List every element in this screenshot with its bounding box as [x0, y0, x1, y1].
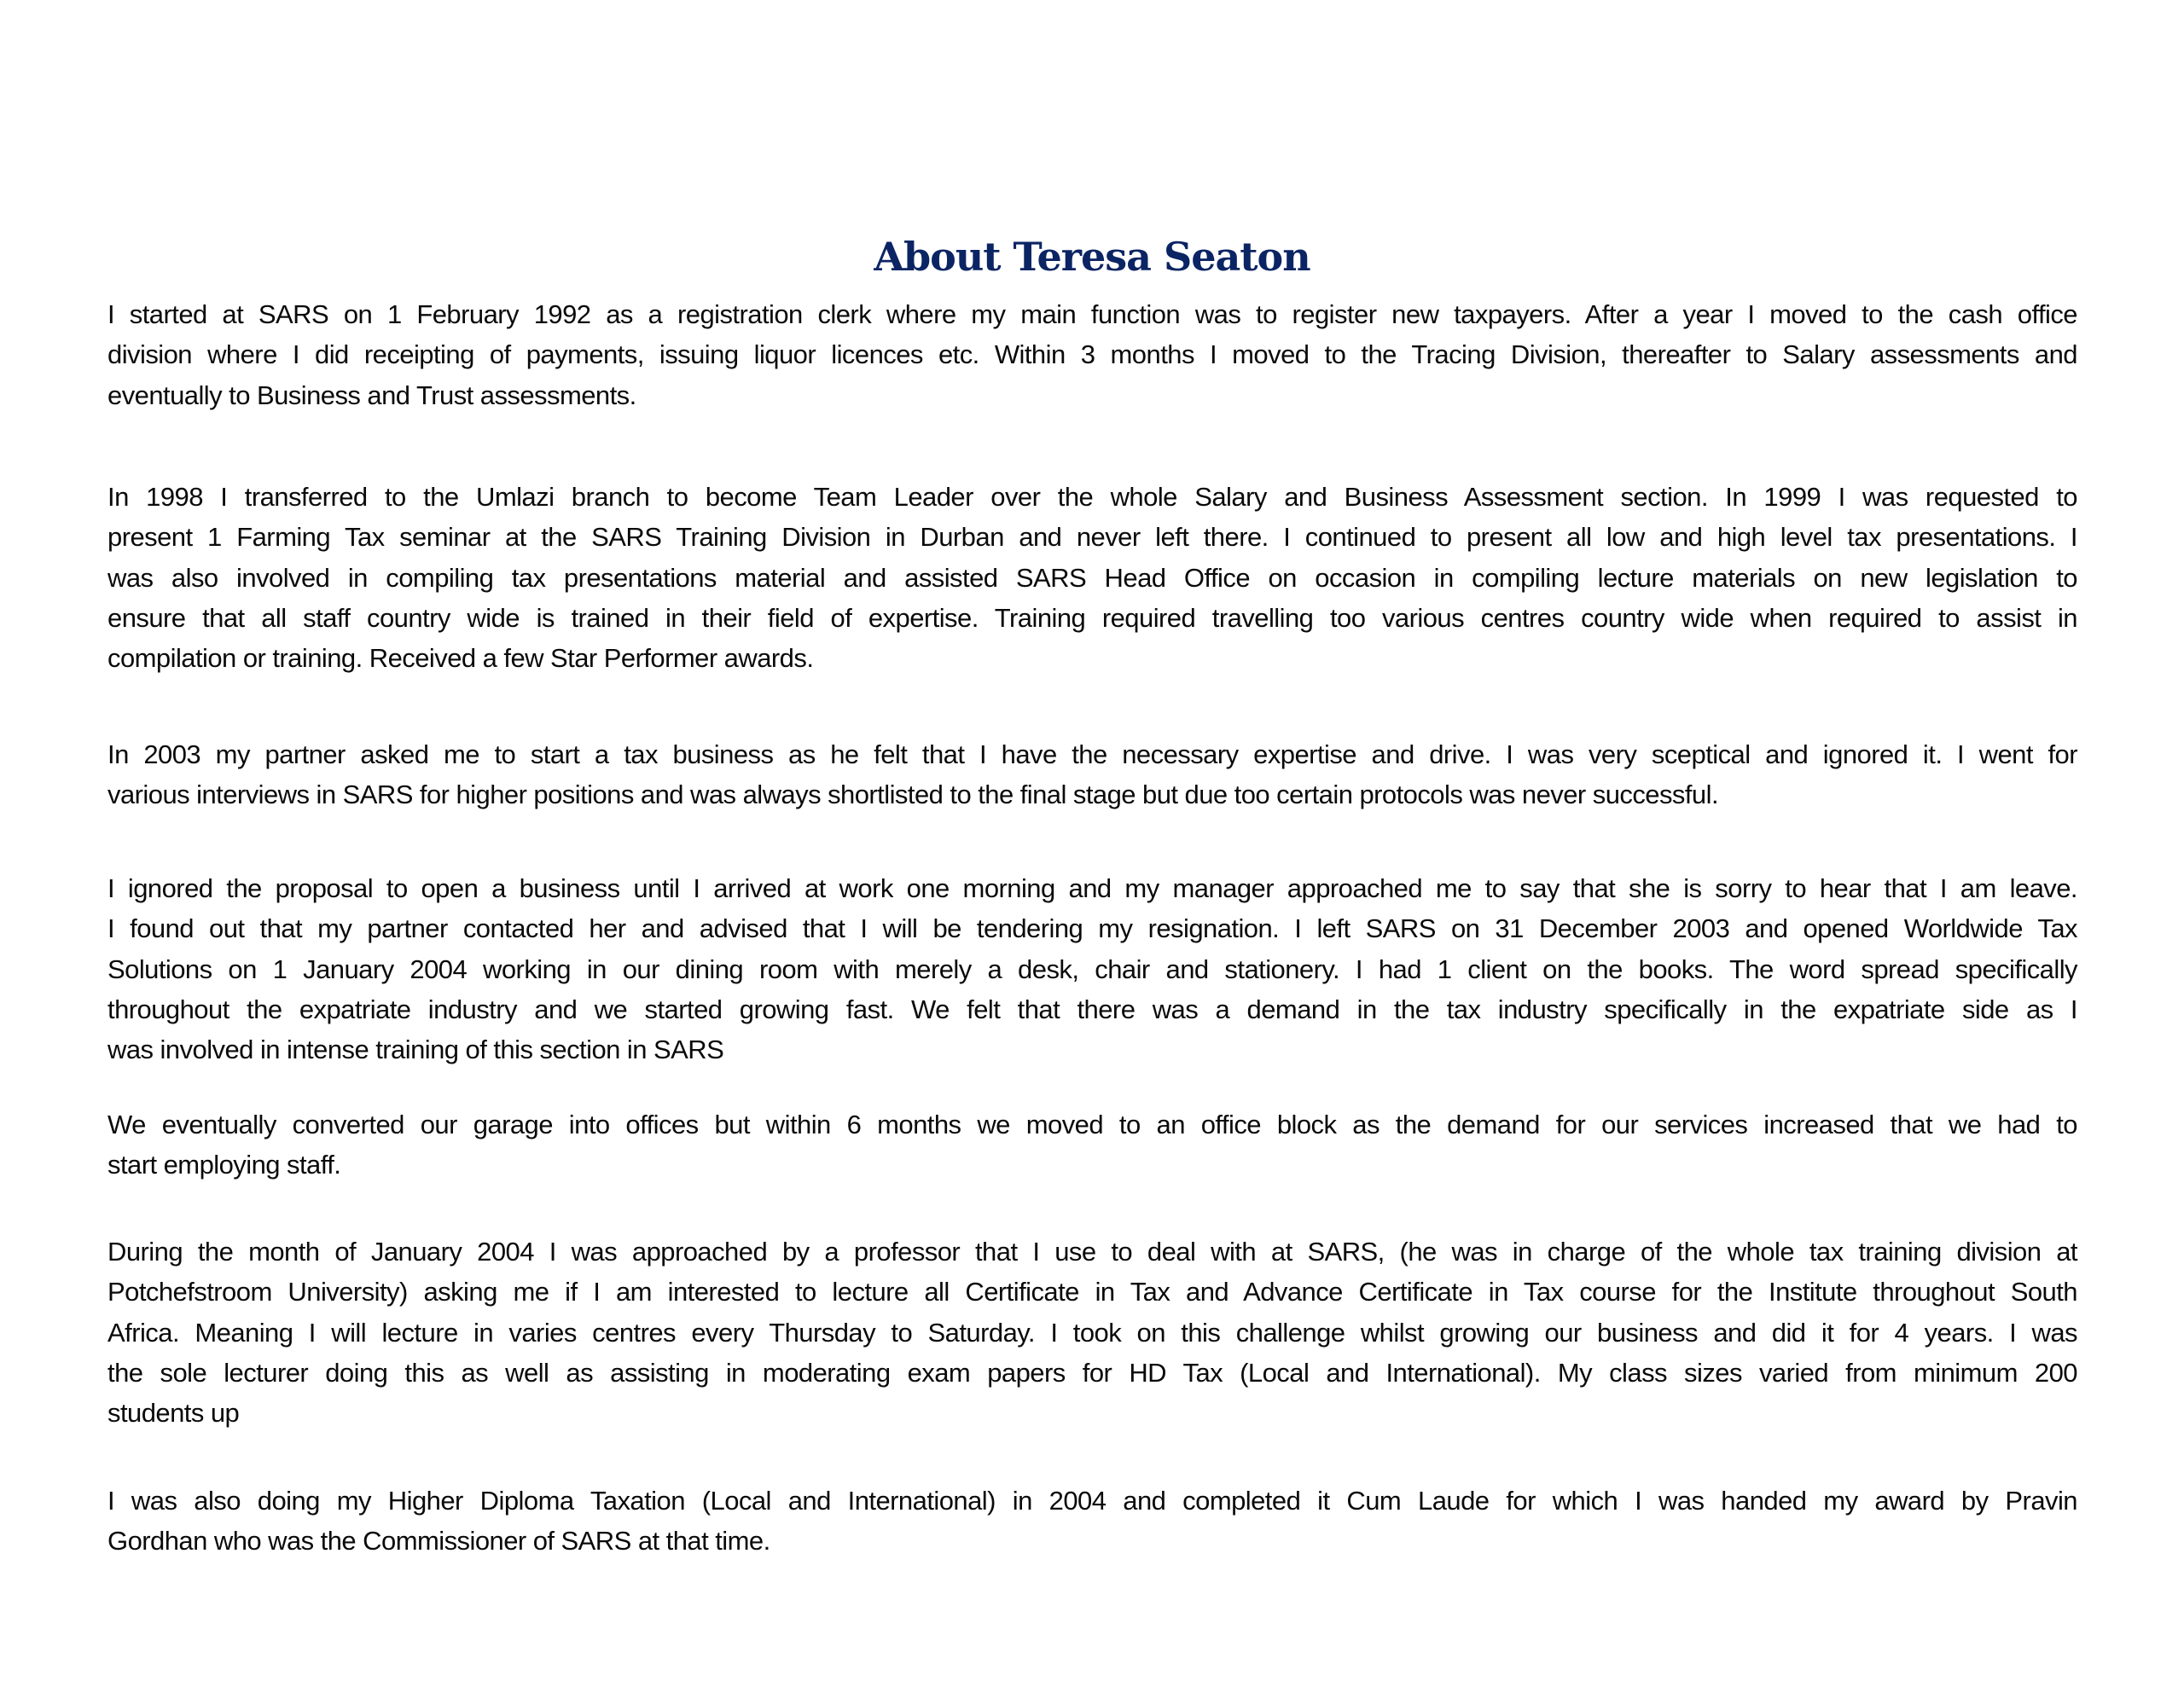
paragraph-line: division where I did receipting of payments, issuing liquor licences etc. Within 3 months I moved to the Tracing Division, thereafter to Salary assessments and	[107, 339, 2077, 370]
paragraph-higher-diploma	[107, 1481, 2077, 1562]
paragraph-line: Gordhan who was the Commissioner of SARS at that time.	[107, 1526, 770, 1557]
paragraph-line: compilation or training. Received a few Star Performer awards.	[107, 643, 814, 674]
paragraph-line: various interviews in SARS for higher positions and was always shortlisted to the final stage but due too certain protocols was never successful.	[107, 780, 1719, 810]
paragraph-line: Africa. Meaning I will lecture in varies centres every Thursday to Saturday. I took on this challenge whilst growing our business and did it for 4 years. I was	[107, 1317, 2077, 1348]
paragraph-line: throughout the expatriate industry and we started growing fast. We felt that there was a demand in the tax industry specifically in the expatriate side as I	[107, 994, 2077, 1024]
paragraph-2003-proposal	[107, 734, 2077, 815]
paragraph-line: I ignored the proposal to open a business until I arrived at work one morning and my manager approached me to say that she is sorry to hear that I am leave.	[107, 873, 2077, 903]
paragraph-lecturing	[107, 1232, 2077, 1433]
paragraph-business-founding	[107, 868, 2077, 1070]
paragraph-line: In 2003 my partner asked me to start a tax business as he felt that I have the necessary expertise and drive. I was very sceptical and ignored it. I went for	[107, 739, 2077, 769]
paragraph-line: was involved in intense training of this section in SARS	[107, 1035, 724, 1065]
paragraph-line: Solutions on 1 January 2004 working in our dining room with merely a desk, chair and stationery. I had 1 client on the books. The word spread specifically	[107, 954, 2077, 984]
paragraph-umlazi-training	[107, 477, 2077, 678]
paragraph-sars-start	[107, 294, 2077, 415]
paragraph-line: In 1998 I transferred to the Umlazi branch to become Team Leader over the whole Salary and Business Assessment section. In 1999 I was requested to	[107, 482, 2077, 512]
paragraph-line: start employing staff.	[107, 1150, 341, 1180]
paragraph-line: Potchefstroom University) asking me if I am interested to lecture all Certificate in Tax and Advance Certificate in Tax course for the Institute throughout South	[107, 1277, 2077, 1307]
paragraph-line: During the month of January 2004 I was approached by a professor that I use to deal with at SARS, (he was in charge of the whole tax training division at	[107, 1237, 2077, 1267]
paragraph-line: eventually to Business and Trust assessments.	[107, 380, 636, 410]
paragraph-line: present 1 Farming Tax seminar at the SARS Training Division in Durban and never left there. I continued to present all low and high level tax presentations. I	[107, 522, 2077, 553]
paragraph-line: was also involved in compiling tax presentations material and assisted SARS Head Office on occasion in compiling lecture materials on new legislation to	[107, 562, 2077, 593]
paragraph-line: ensure that all staff country wide is trained in their field of expertise. Training required travelling too various centres country wide when required to assist in	[107, 602, 2077, 633]
paragraph-office-growth	[107, 1104, 2077, 1186]
paragraph-line: I started at SARS on 1 February 1992 as a registration clerk where my main function was to register new taxpayers. After a year I moved to the cash office	[107, 299, 2077, 329]
paragraph-line: students up	[107, 1398, 240, 1429]
paragraph-line: We eventually converted our garage into offices but within 6 months we moved to an office block as the demand for our services increased that we had to	[107, 1110, 2077, 1139]
paragraph-line: I was also doing my Higher Diploma Taxation (Local and International) in 2004 and completed it Cum Laude for which I was handed my award by Pravin	[107, 1486, 2077, 1516]
paragraph-line: the sole lecturer doing this as well as assisting in moderating exam papers for HD Tax (Local and International). My class sizes varied from minimum 200	[107, 1357, 2077, 1388]
paragraph-line: I found out that my partner contacted her and advised that I will be tendering my resignation. I left SARS on 31 December 2003 and opened Worldwide Tax	[107, 913, 2077, 944]
page-title: About Teresa Seaton	[874, 233, 1310, 280]
